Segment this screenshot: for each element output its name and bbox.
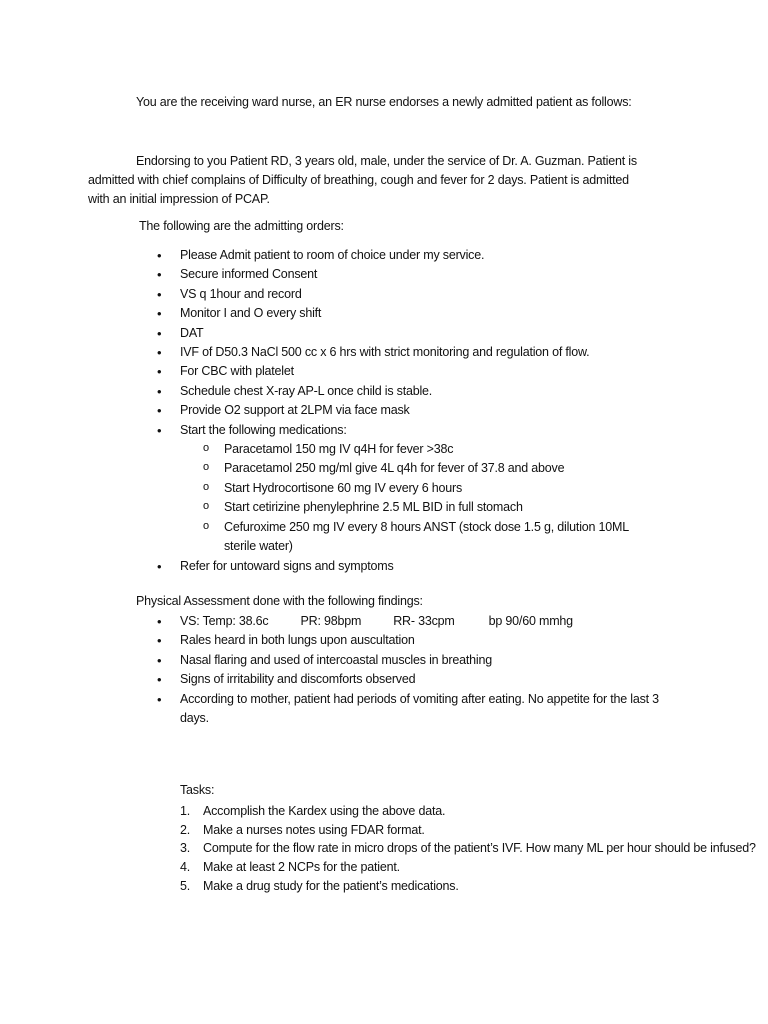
task-number: 4.	[180, 860, 191, 875]
order-item: • Start the following medications:	[136, 421, 696, 440]
intro-text: You are the receiving ward nurse, an ER nurse endorses a newly admitted patient as follows:	[136, 95, 632, 109]
vital-temp: VS: Temp: 38.6c	[180, 614, 269, 628]
order-item: • DAT	[136, 324, 696, 343]
endorsement-line: with an initial impression of PCAP.	[88, 192, 270, 206]
tasks-heading: Tasks:	[180, 783, 215, 797]
finding-item: • Rales heard in both lungs upon auscultation	[136, 631, 696, 650]
task-item	[180, 858, 680, 877]
task-text: Accomplish the Kardex using the above data.	[203, 804, 446, 818]
medication-item: o Cefuroxime 250 mg IV every 8 hours ANST (stock dose 1.5 g, dilution 10ML sterile water)	[180, 518, 644, 557]
vital-rr: RR- 33cpm	[393, 614, 455, 628]
order-item: • Refer for untoward signs and symptoms	[136, 557, 696, 576]
finding-item: • Nasal flaring and used of intercoastal muscles in breathing	[136, 651, 696, 670]
order-item: • Provide O2 support at 2LPM via face mask	[136, 401, 696, 420]
task-number: 2.	[180, 822, 191, 837]
endorsement-paragraph	[88, 152, 678, 209]
finding-item: • According to mother, patient had periods of vomiting after eating. No appetite for the last 3 days.	[136, 690, 668, 729]
task-number: 5.	[180, 878, 191, 893]
vital-pr: PR: 98bpm	[300, 614, 362, 628]
task-text: Make a drug study for the patient’s medications.	[203, 878, 459, 893]
task-text: Compute for the flow rate in micro drops of the patient’s IVF. How many ML per hour should be infused?	[203, 841, 756, 856]
task-item	[180, 802, 680, 821]
order-item: • Schedule chest X-ray AP-L once child is stable.	[136, 382, 696, 401]
task-item	[180, 877, 680, 896]
order-item: • Secure informed Consent	[136, 265, 696, 284]
order-item: • Please Admit patient to room of choice under my service.	[136, 246, 696, 265]
task-text: Make at least 2 NCPs for the patient.	[203, 860, 400, 875]
order-item: • Monitor I and O every shift	[136, 304, 696, 323]
medication-item: o Paracetamol 250 mg/ml give 4L q4h for fever of 37.8 and above	[180, 459, 696, 478]
findings-list	[136, 612, 696, 728]
admitting-orders-list	[136, 246, 696, 576]
task-text: Make a nurses notes using FDAR format.	[203, 822, 425, 837]
finding-item: • Signs of irritability and discomforts observed	[136, 670, 696, 689]
medications-list	[136, 440, 696, 556]
task-number: 3.	[180, 841, 191, 856]
medication-item: o Start Hydrocortisone 60 mg IV every 6 hours	[180, 479, 696, 498]
task-number: 1.	[180, 804, 191, 818]
medication-item: o Paracetamol 150 mg IV q4H for fever >38c	[180, 440, 696, 459]
tasks-list	[180, 802, 756, 896]
task-item	[180, 839, 756, 858]
orders-heading: The following are the admitting orders:	[139, 219, 344, 233]
order-item: • For CBC with platelet	[136, 362, 696, 381]
endorsement-line: admitted with chief complains of Difficulty of breathing, cough and fever for 2 days. Patient is admitted	[88, 173, 629, 187]
physical-assessment-heading: Physical Assessment done with the following findings:	[136, 594, 423, 608]
vitals-item	[136, 612, 696, 631]
order-item: • VS q 1hour and record	[136, 285, 696, 304]
order-item: • IVF of D50.3 NaCl 500 cc x 6 hrs with strict monitoring and regulation of flow.	[136, 343, 696, 362]
endorsement-line: Endorsing to you Patient RD, 3 years old, male, under the service of Dr. A. Guzman. Patient is	[136, 154, 637, 168]
medication-item: o Start cetirizine phenylephrine 2.5 ML BID in full stomach	[180, 498, 696, 517]
task-item	[180, 821, 680, 840]
vital-bp: bp 90/60 mmhg	[488, 614, 573, 628]
